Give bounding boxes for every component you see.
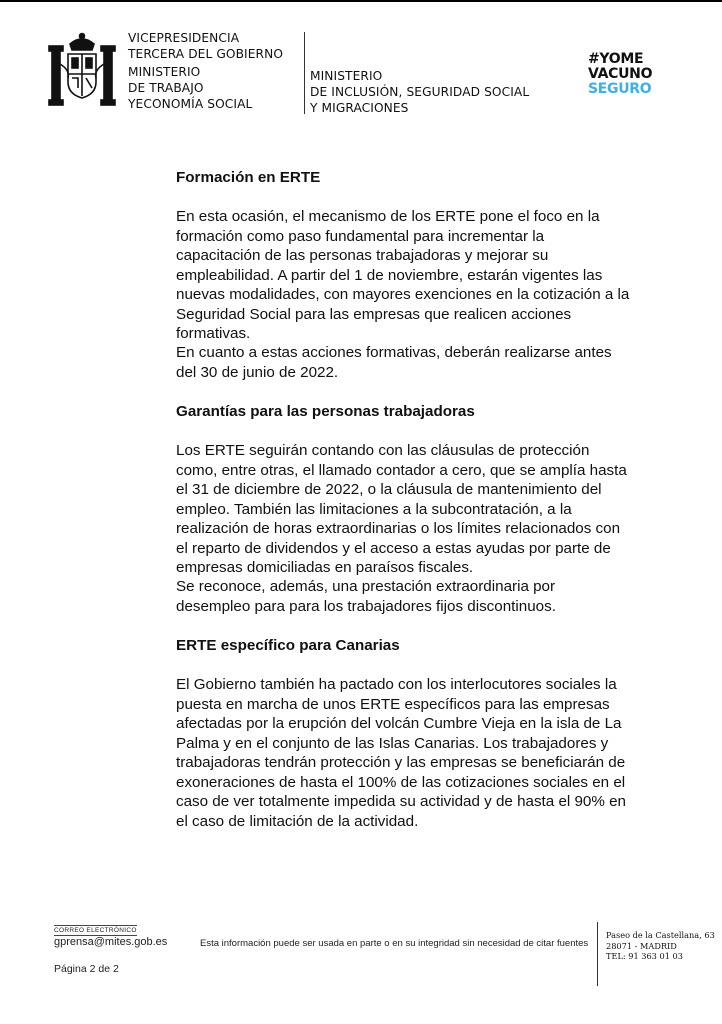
campaign-line-1: #YOME xyxy=(588,51,644,67)
heading-garantias: Garantías para las personas trabajadoras xyxy=(176,403,475,420)
address-line-2: 28071 - MADRID xyxy=(606,940,677,951)
address-block xyxy=(606,930,715,962)
vicepresidencia-line-1: VICEPRESIDENCIA xyxy=(128,31,240,45)
page-number: Página 2 de 2 xyxy=(54,963,119,975)
email-label: CORREO ELECTRÓNICO xyxy=(54,927,137,934)
ministerio-trabajo-line-3: YECONOMÍA SOCIAL xyxy=(128,97,253,111)
email-link[interactable]: gprensa@mites.gob.es xyxy=(54,936,168,948)
usage-note: Esta información puede ser usada en parte o en su integridad sin necesidad de citar fuentes xyxy=(200,938,589,949)
ministerio-inclusion-line-3: Y MIGRACIONES xyxy=(310,101,409,115)
ministerio-inclusion-line-1: MINISTERIO xyxy=(310,69,383,83)
top-border xyxy=(0,0,722,2)
ministerio-trabajo-label xyxy=(128,64,252,112)
paragraph-garantias-1: Los ERTE seguirán contando con las cláusulas de protección como, entre otras, el llamado contador a cero, que se amplía hasta el 31 de diciembre de 2022, o la cláusula de mantenimiento del empleo. También las limitaciones a la subcontratación, a la realización de horas extraordinarias o los límites relacionados con el reparto de dividendos y el acceso a estas ayudas por parte de empresas domiciliadas en paraísos fiscales. xyxy=(176,442,627,576)
campaign-line-2: VACUNO xyxy=(588,66,653,82)
paragraph-garantias-2: Se reconoce, además, una prestación extraordinaria por desempleo para para los trabajadores fijos discontinuos. xyxy=(176,578,556,615)
ministerio-trabajo-line-1: MINISTERIO xyxy=(128,65,201,79)
campaign-line-3: SEGURO xyxy=(588,81,652,97)
paragraph-formacion-2: En cuanto a estas acciones formativas, deberán realizarse antes del 30 de junio de 2022. xyxy=(176,344,612,381)
ministerio-trabajo-line-2: DE TRABAJO xyxy=(128,81,204,95)
address-line-1: Paseo de la Castellana, 63 xyxy=(606,930,715,940)
paragraph-canarias-1: El Gobierno también ha pactado con los interlocutores sociales la puesta en marcha de unos ERTE específicos para las empresas afectadas por la erupción del volcán Cumbre Vieja en la isla de La Palma y en el conjunto de las Islas Canarias. Los trabajadores y trabajadoras tendrán protección y las empresas se beneficiarán de exoneraciones de hasta el 100% de las cotizaciones sociales en el caso de ver totalmente impedida su actividad y de hasta el 90% en el caso de limitación de la actividad. xyxy=(176,676,626,830)
vicepresidencia-label xyxy=(128,30,283,62)
ministerio-inclusion-label xyxy=(310,68,529,116)
coat-of-arms-logo xyxy=(46,30,118,110)
yome-vacuno-seguro-logo xyxy=(588,52,652,97)
vicepresidencia-line-2: TERCERA DEL GOBIERNO xyxy=(128,47,284,61)
header-divider xyxy=(304,32,305,114)
ministerio-inclusion-line-2: DE INCLUSIÓN, SEGURIDAD SOCIAL xyxy=(310,85,530,99)
heading-canarias: ERTE específico para Canarias xyxy=(176,637,400,654)
paragraph-formacion-1: En esta ocasión, el mecanismo de los ERTE pone el foco en la formación como paso fundamental para incrementar la capacitación de las personas trabajadoras y mejorar su empleabilidad. A partir del 1 de noviembre, estarán vigentes las nuevas modalidades, con mayores exenciones en la cotización a la Seguridad Social para las empresas que realicen acciones formativas. xyxy=(176,208,630,342)
address-line-3: TEL: 91 363 01 03 xyxy=(606,951,683,961)
footer-divider xyxy=(597,922,598,986)
heading-formacion: Formación en ERTE xyxy=(176,169,321,186)
